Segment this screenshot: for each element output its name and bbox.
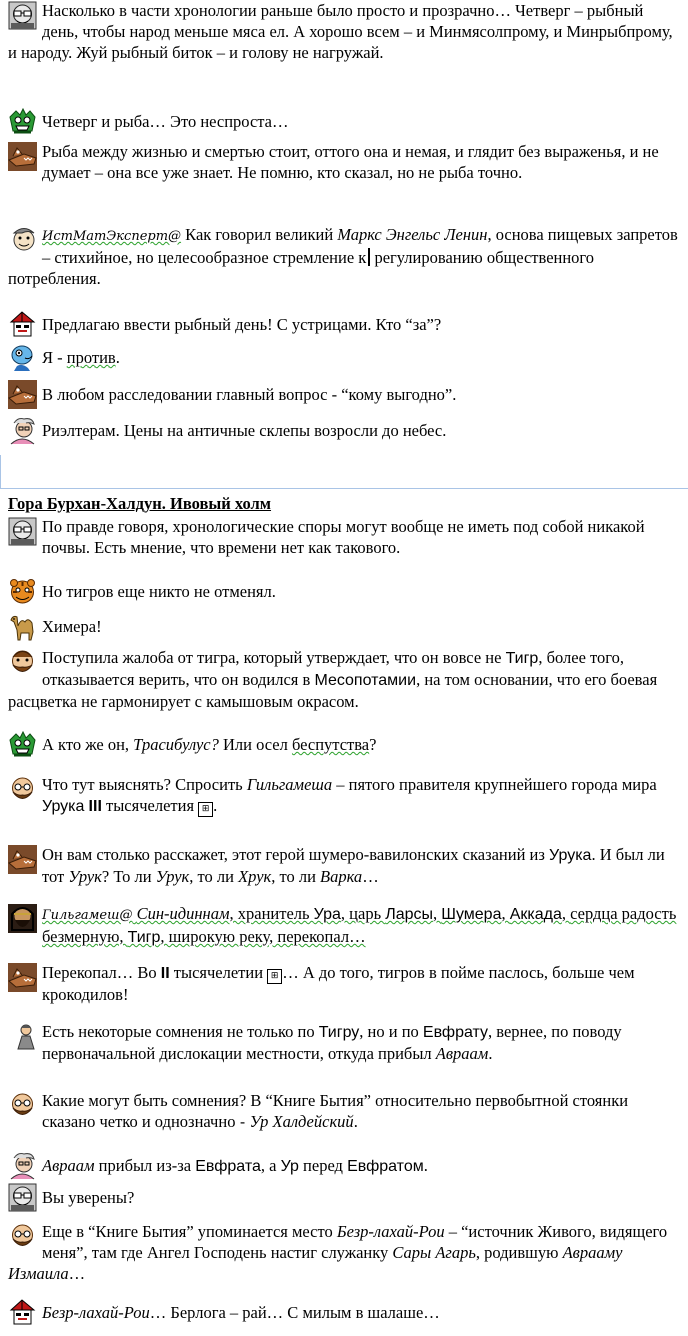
paragraph: Насколько в части хронологии раньше было просто и прозрачно… Четверг – рыбный день, чтобы народ меньше мяса ел. А хорошо всем – и Минмясолпрому, и Минрыбпрому, и народу. Жуй рыбный биток – и голову не нагружай. [8,1,673,62]
book-reader-icon [8,1,37,30]
bc-era-icon: ⊞ [267,969,282,984]
fish-icon [8,343,37,372]
harlequin-icon [8,1298,37,1327]
crocodile-icon [8,380,37,409]
bearded-glasses-icon [8,775,37,804]
book-reader-icon [8,1183,37,1212]
paragraph: Еще в “Книге Бытия” упоминается место Безр-лахай-Рои – “источник Живого, видящего меня”, там где Ангел Господень настиг служанку Сары Агарь, родившую Аврааму Измаила… [8,1222,668,1283]
paragraph: Он вам столько расскажет, этот герой шумеро-вавилонских сказаний из Урука. И был ли тот Урук? То ли Урук, то ли Хрук, то ли Варка… [8,844,683,887]
page-break-line [0,488,688,489]
gilgamesh-icon [8,904,37,933]
paragraph: Есть некоторые сомнения не только по Тигру, но и по Евфрату, вернее, по поводу первоначальной дислокации местности, откуда прибыл Авраам. [8,1021,683,1064]
paragraph: Что тут выяснять? Спросить Гильгамеша – пятого правителя крупнейшего города мира Урука III тысячелетия ⊞ . [8,774,683,817]
document-page-2 [0,491,688,1336]
scientist-icon [8,1151,37,1180]
paragraph: Риэлтерам. Цены на античные склепы возросли до небес. [8,415,683,446]
paragraph: Вы уверены? [8,1182,683,1213]
paragraph: Но тигров еще никто не отменял. [8,576,683,607]
crocodile-icon [8,142,37,171]
bearded-glasses-icon [8,1222,37,1251]
scientist-icon [8,416,37,445]
paragraph: Предлагаю ввести рыбный день! С устрицами. Кто “за”? [8,309,683,340]
smiling-man-icon [8,225,37,254]
crocodile-icon [8,845,37,874]
tiger-icon [8,577,37,606]
paragraph: Я - против. [8,342,683,373]
paragraph: Безр-лахай-Рои… Берлога – рай… С милым в шалаше… [8,1297,683,1328]
paragraph: Какие могут быть сомнения? В “Книге Бытия” относительно первобытной стоянки сказано четко и однозначно - Ур Халдейский. [8,1090,683,1133]
page-break-edge [0,455,1,488]
crocodile-icon [8,963,37,992]
paragraph: Химера! [8,611,683,642]
paragraph: Авраам прибыл из-за Евфрата, а Ур перед Евфратом. [8,1150,683,1182]
bearded-man-icon [8,648,37,677]
document-page-1 [0,0,688,462]
green-goblin-icon [8,107,37,136]
book-reader-icon [8,517,37,546]
bc-era-icon: ⊞ [198,802,213,817]
camel-icon [8,612,37,641]
speaker-nick: ИстМатЭксперт@ [42,229,182,244]
paragraph: Поступила жалоба от тигра, который утверждает, что он вовсе не Тигр, более того, отказывается верить, что он водился в Месопотамии, на том основании, что его боевая расцветка не гармонирует с камышовым окрасом. [8,648,658,711]
paragraph: Рыба между жизнью и смертью стоит, оттого она и немая, и глядит без выраженья, и не думает – она все уже знает. Не помню, кто сказал, но не рыба точно. [8,141,683,183]
paragraph: ИстМатЭксперт@ Как говорил великий Маркс Энгельс Ленин, основа пищевых запретов – стихийное, но целесообразное стремление к регулированию общественного потребления. [8,225,678,288]
paragraph: А кто же он, Трасибулус? Или осел беспутства? [8,729,683,760]
paragraph: Гильгамеш@ Син-идиннам, хранитель Ура, царь Ларсы, Шумера, Аккада, сердца радость безмерную, Тигр, широкую реку, перекопал… [8,903,683,948]
paragraph: Перекопал… Во II тысячелетии ⊞ … А до того, тигров в пойме паслось, больше чем крокодилов! [8,962,683,1005]
tiny-man-icon [8,1022,37,1051]
harlequin-icon [8,310,37,339]
paragraph: Четверг и рыба… Это неспроста… [8,106,683,137]
bearded-glasses-icon [8,1091,37,1120]
green-goblin-icon [8,730,37,759]
section-title: Гора Бурхан-Халдун. Ивовый холм [8,494,272,513]
paragraph: По правде говоря, хронологические споры могут вообще не иметь под собой никакой почвы. Есть мнение, что времени нет как такового. [8,516,683,558]
paragraph: В любом расследовании главный вопрос - “кому выгодно”. [8,379,683,410]
